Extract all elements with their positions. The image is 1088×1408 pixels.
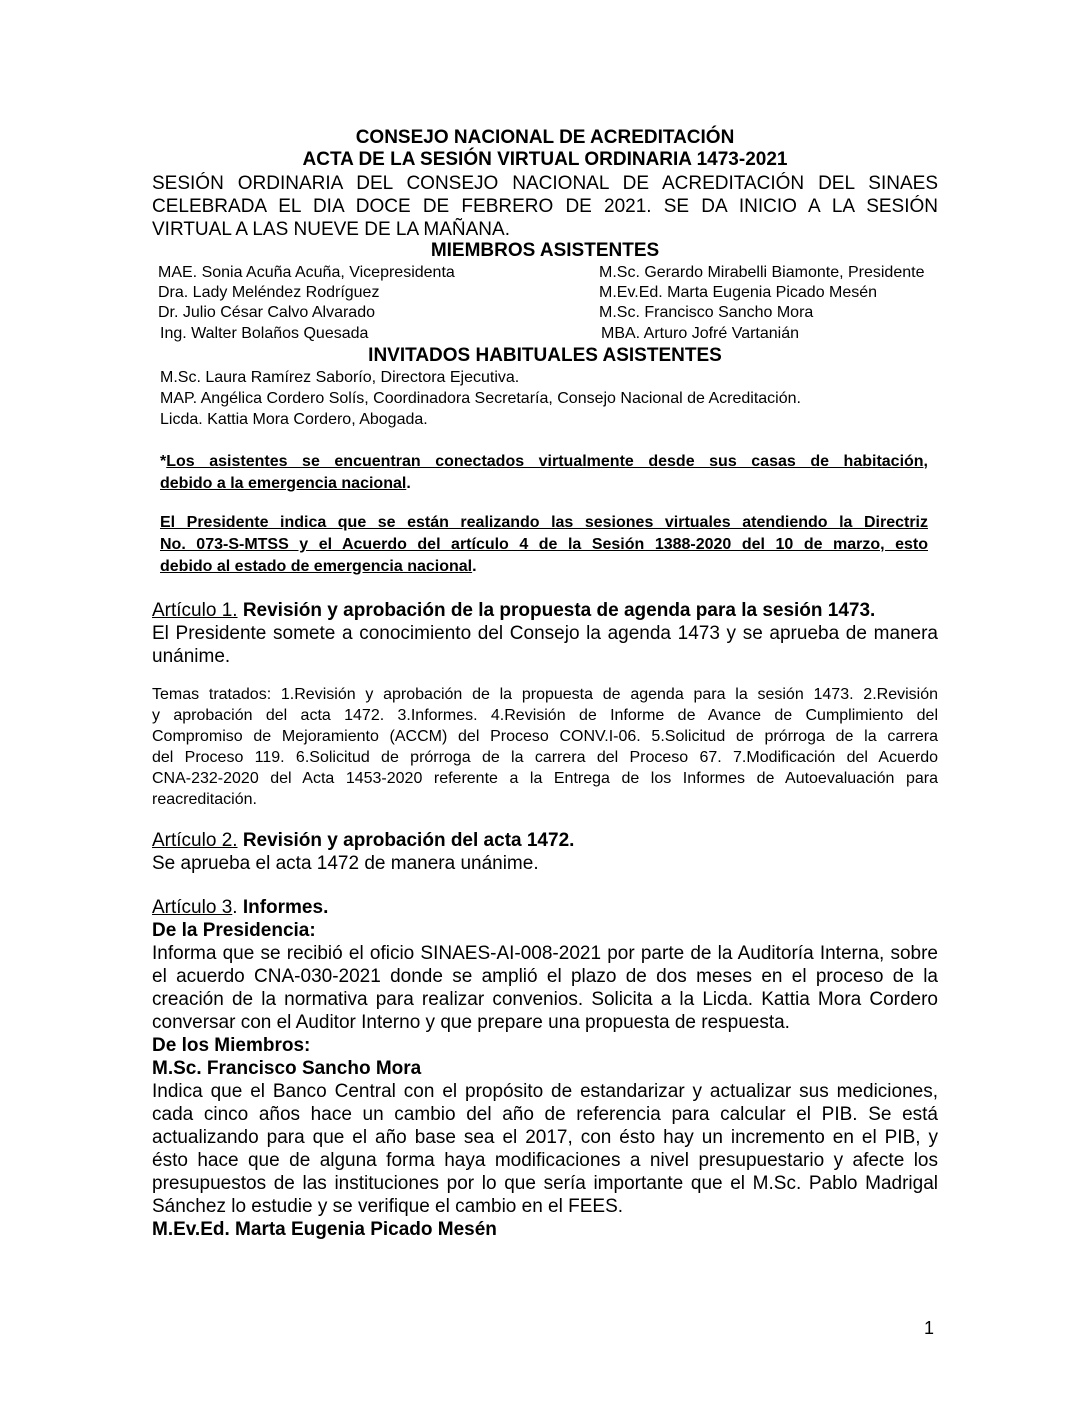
presidency-heading: De la Presidencia: xyxy=(152,920,316,941)
member-report-name: M.Sc. Francisco Sancho Mora xyxy=(152,1058,422,1079)
topics-line: Temas tratados: 1.Revisión y aprobación de la propuesta de agenda para la sesión 1473. 2.Revisión xyxy=(152,686,938,703)
members-report-heading: De los Miembros: xyxy=(152,1035,311,1056)
guest-name: M.Sc. Laura Ramírez Saborío, Directora Ejecutiva. xyxy=(160,369,520,386)
member-name: M.Ev.Ed. Marta Eugenia Picado Mesén xyxy=(599,284,878,301)
guest-name: MAP. Angélica Cordero Solís, Coordinadora Secretaría, Consejo Nacional de Acreditación. xyxy=(160,390,801,407)
article-number: Artículo 1. xyxy=(152,600,238,621)
note-asterisk: * xyxy=(160,453,167,470)
body-line: actualizando para que el año base sea el 2017, con ésto hay un incremento en el PIB, y xyxy=(152,1127,938,1148)
member-name: Dr. Julio César Calvo Alvarado xyxy=(158,304,375,321)
article-number: Artículo 3 xyxy=(152,897,233,918)
member-name: Dra. Lady Meléndez Rodríguez xyxy=(158,284,380,301)
article-2-body xyxy=(152,852,938,875)
member-name: M.Sc. Francisco Sancho Mora xyxy=(599,304,814,321)
body-line: ésto hace que de alguna forma haya modificaciones a nivel presupuestario y afecte los xyxy=(152,1150,938,1171)
article-title: Revisión y aprobación de la propuesta de agenda para la sesión 1473. xyxy=(242,600,876,621)
member-name: Ing. Walter Bolaños Quesada xyxy=(160,325,369,342)
session-intro xyxy=(152,172,938,241)
body-line: Indica que el Banco Central con el propósito de estandarizar y actualizar sus mediciones, xyxy=(152,1081,938,1102)
body-line: Sánchez lo estudie y se verifique el cambio en el FEES. xyxy=(152,1196,624,1217)
body-line: el acuerdo CNA-030-2021 donde se amplió el plazo de dos meses en el proceso de la xyxy=(152,966,938,987)
note-line: debido al estado de emergencia nacional xyxy=(160,558,473,575)
body-line: cada cinco años hace un cambio del año de referencia para calcular el PIB. Se está xyxy=(152,1104,938,1125)
article-separator: . xyxy=(232,897,243,918)
intro-line: SESIÓN ORDINARIA DEL CONSEJO NACIONAL DE ACREDITACIÓN DEL SINAES xyxy=(152,173,938,194)
guest-name: Licda. Kattia Mora Cordero, Abogada. xyxy=(160,411,428,428)
intro-line: VIRTUAL A LAS NUEVE DE LA MAÑANA. xyxy=(152,219,510,240)
guests-heading: INVITADOS HABITUALES ASISTENTES xyxy=(368,345,722,366)
member-name: MBA. Arturo Jofré Vartanián xyxy=(601,325,800,342)
article-2-heading xyxy=(152,829,574,852)
member-report-body xyxy=(152,1080,938,1218)
topics-line: Compromiso de Mejoramiento (ACCM) del Proceso CONV.I-06. 5.Solicitud de prórroga de la carrera xyxy=(152,728,938,745)
body-line: El Presidente somete a conocimiento del Consejo la agenda 1473 y se aprueba de manera xyxy=(152,623,938,644)
body-line: conversar con el Auditor Interno y que prepare una propuesta de respuesta. xyxy=(152,1012,790,1033)
article-3-heading xyxy=(152,896,328,919)
body-line: unánime. xyxy=(152,646,231,667)
topics-line: CNA-232-2020 del Acta 1453-2020 referente a la Entrega de los Informes de Autoevaluación para xyxy=(152,770,938,787)
topics-line: reacreditación. xyxy=(152,791,257,808)
article-number: Artículo 2. xyxy=(152,830,238,851)
article-title: Informes. xyxy=(242,897,329,918)
page-number: 1 xyxy=(924,1318,935,1338)
members-heading: MIEMBROS ASISTENTES xyxy=(430,240,660,261)
intro-line: CELEBRADA EL DIA DOCE DE FEBRERO DE 2021. SE DA INICIO A LA SESIÓN xyxy=(152,196,938,217)
topics-treated xyxy=(152,684,938,810)
note-line: debido a la emergencia nacional xyxy=(160,475,407,492)
note-line: El Presidente indica que se están realizando las sesiones virtuales atendiendo la Directriz xyxy=(160,514,928,531)
member-report-name: M.Ev.Ed. Marta Eugenia Picado Mesén xyxy=(152,1219,497,1240)
session-title: ACTA DE LA SESIÓN VIRTUAL ORDINARIA 1473-2021 xyxy=(302,149,788,170)
member-name: MAE. Sonia Acuña Acuña, Vicepresidenta xyxy=(158,264,455,281)
topics-line: del Proceso 119. 6.Solicitud de prórroga de la carrera del Proceso 67. 7.Modificación del Acuerdo xyxy=(152,749,938,766)
virtual-attendance-note xyxy=(160,451,928,495)
member-name: M.Sc. Gerardo Mirabelli Biamonte, Presidente xyxy=(599,264,925,281)
note-period: . xyxy=(472,558,477,575)
note-line: No. 073-S-MTSS y el Acuerdo del artículo 4 de la Sesión 1388-2020 del 10 de marzo, esto xyxy=(160,536,928,553)
directive-note xyxy=(160,512,928,578)
note-line: Los asistentes se encuentran conectados virtualmente desde sus casas de habitación, xyxy=(166,453,928,470)
body-line: Informa que se recibió el oficio SINAES-AI-008-2021 por parte de la Auditoría Interna, sobre xyxy=(152,943,938,964)
presidency-report xyxy=(152,942,938,1034)
article-1-body xyxy=(152,622,938,668)
article-title: Revisión y aprobación del acta 1472. xyxy=(242,830,575,851)
document-title: CONSEJO NACIONAL DE ACREDITACIÓN xyxy=(355,127,735,148)
article-1-heading xyxy=(152,599,875,622)
body-line: creación de la normativa para realizar convenios. Solicita a la Licda. Kattia Mora Cordero xyxy=(152,989,938,1010)
body-line: Se aprueba el acta 1472 de manera unánime. xyxy=(152,853,539,874)
body-line: presupuestos de las instituciones por lo que sería importante que el M.Sc. Pablo Madrigal xyxy=(152,1173,938,1194)
note-period: . xyxy=(406,475,411,492)
topics-line: y aprobación del acta 1472. 3.Informes. 4.Revisión de Informe de Avance de Cumplimiento del xyxy=(152,707,938,724)
